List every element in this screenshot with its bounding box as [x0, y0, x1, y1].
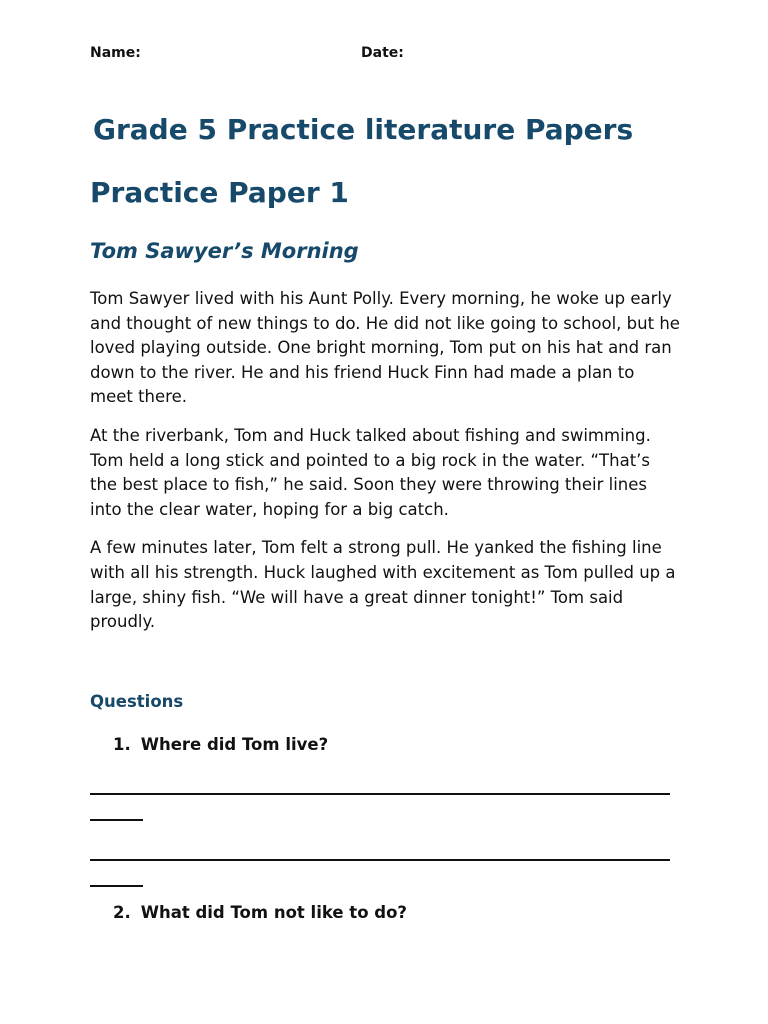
story-paragraph: A few minutes later, Tom felt a strong pull. He yanked the fishing line with all his strength. Huck laughed with excitement as Tom pulled up a large, shiny fish. “We will have a great dinner tonight!” Tom said proudly.: [90, 538, 676, 632]
question-text: Where did Tom live?: [140, 735, 329, 754]
story-text: [90, 287, 682, 649]
question-2: [113, 903, 407, 922]
date-label: Date:: [361, 45, 404, 61]
answer-line[interactable]: [90, 859, 670, 861]
header-row: [90, 45, 680, 65]
questions-heading: Questions: [90, 692, 184, 711]
story-paragraph: At the riverbank, Tom and Huck talked about fishing and swimming. Tom held a long stick and pointed to a big rock in the water. “That’s the best place to fish,” he said. Soon they were throwing their lines into the clear water, hoping for a big catch.: [90, 425, 651, 519]
question-1: [113, 735, 328, 754]
answer-line[interactable]: [90, 793, 670, 795]
page-title: Grade 5 Practice literature Papers: [93, 113, 634, 146]
answer-line-continuation[interactable]: [90, 885, 143, 887]
story-title: Tom Sawyer’s Morning: [90, 239, 359, 263]
answer-line-continuation[interactable]: [90, 819, 143, 821]
paper-title: Practice Paper 1: [90, 176, 349, 209]
question-number: 1.: [113, 735, 131, 754]
story-paragraph: Tom Sawyer lived with his Aunt Polly. Every morning, he woke up early and thought of new things to do. He did not like going to school, but he loved playing outside. One bright morning, Tom put on his hat and ran down to the river. He and his friend Huck Finn had made a plan to meet there.: [90, 289, 680, 407]
question-text: What did Tom not like to do?: [140, 903, 407, 922]
name-label: Name:: [90, 45, 141, 61]
question-number: 2.: [113, 903, 131, 922]
